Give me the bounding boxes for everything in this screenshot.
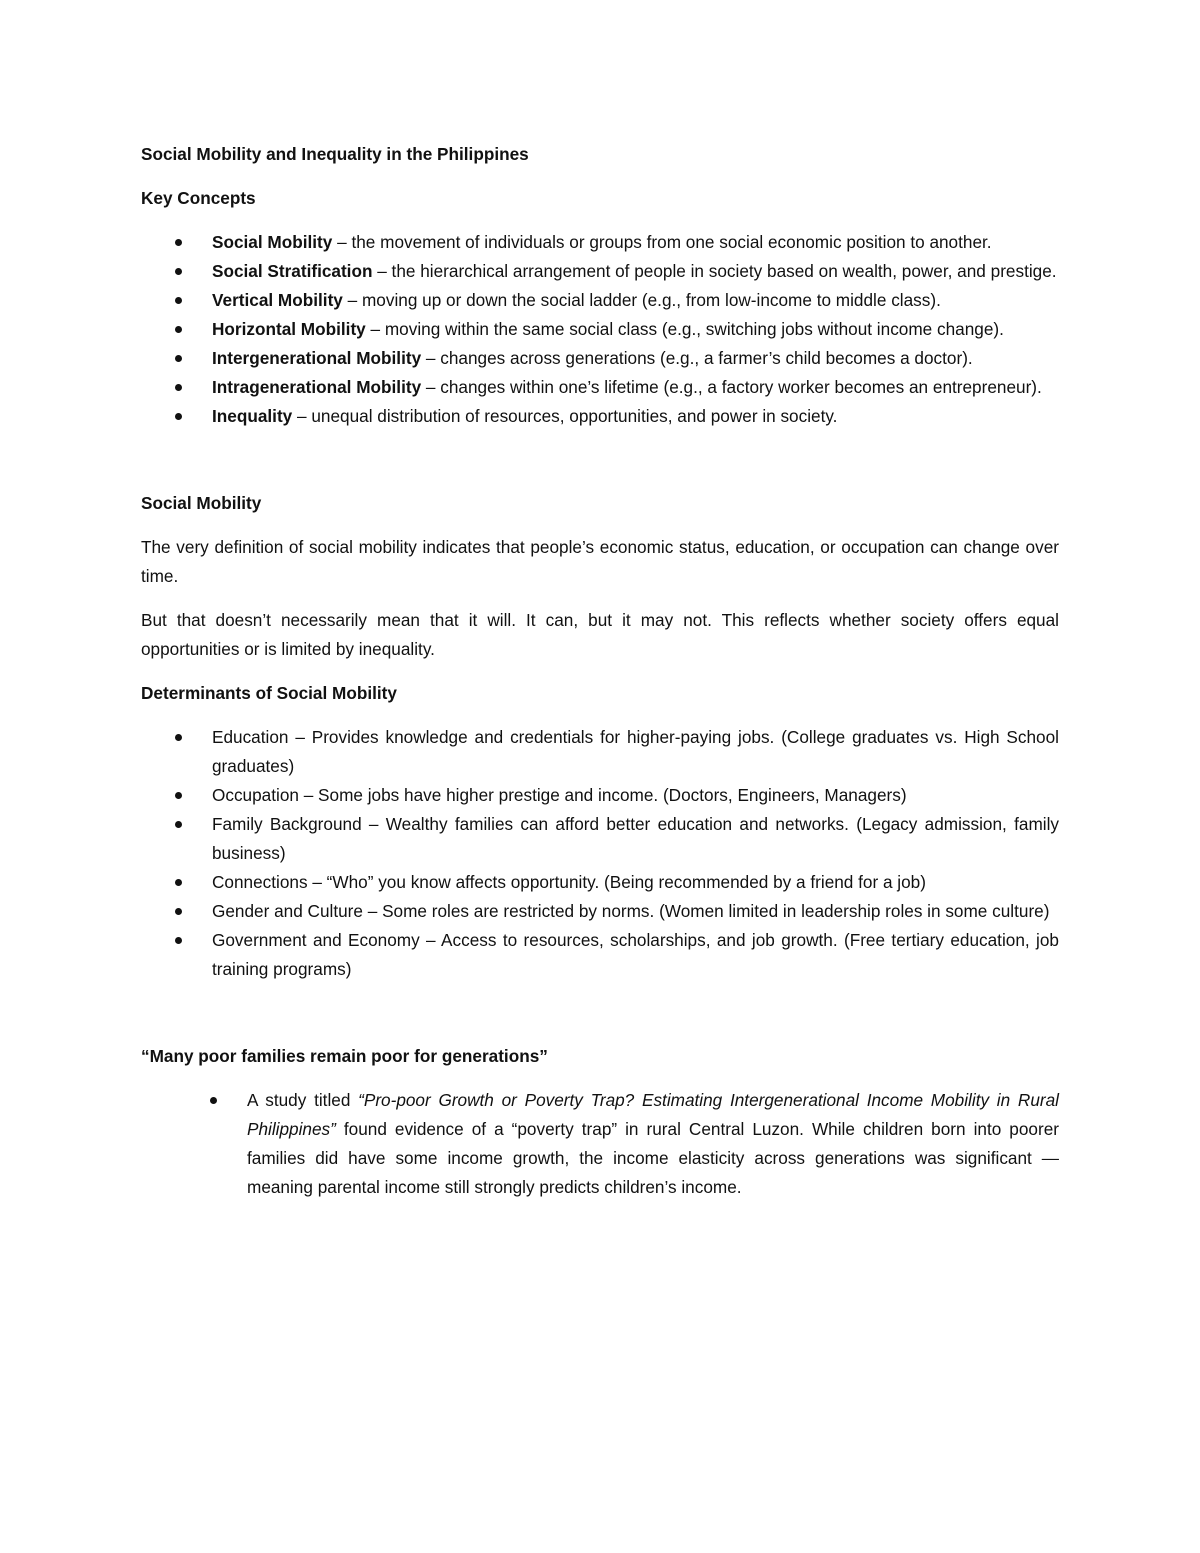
determinant-text: Occupation – Some jobs have higher prestige and income. (Doctors, Engineers, Managers) <box>212 785 907 805</box>
study-title: “Pro-poor Growth or Poverty Trap? Estimating Intergenerational Income Mobility in Rural Philippines” <box>247 1090 1059 1139</box>
paragraph: The very definition of social mobility indicates that people’s economic status, education, or occupation can change over time. <box>141 537 1059 586</box>
poverty-heading: “Many poor families remain poor for generations” <box>141 1046 548 1066</box>
study-prefix: A study titled <box>247 1090 359 1110</box>
bullet-icon <box>175 879 182 886</box>
key-concepts-list <box>141 228 1059 431</box>
social-mobility-heading: Social Mobility <box>141 493 262 513</box>
key-concepts-heading: Key Concepts <box>141 188 256 208</box>
list-item <box>141 926 1059 984</box>
concept-definition: – moving up or down the social ladder (e.g., from low-income to middle class). <box>342 290 941 310</box>
bullet-icon <box>175 239 182 246</box>
list-item <box>141 228 1059 257</box>
list-item <box>141 286 1059 315</box>
list-item <box>141 344 1059 373</box>
concept-definition: – unequal distribution of resources, opportunities, and power in society. <box>292 406 838 426</box>
document-title: Social Mobility and Inequality in the Philippines <box>141 144 529 164</box>
bullet-icon <box>175 384 182 391</box>
concept-definition: – changes across generations (e.g., a farmer’s child becomes a doctor). <box>421 348 973 368</box>
determinant-text: Family Background – Wealthy families can afford better education and networks. (Legacy admission, family business) <box>212 814 1059 863</box>
bullet-icon <box>175 792 182 799</box>
bullet-icon <box>175 268 182 275</box>
bullet-icon <box>175 937 182 944</box>
concept-term: Social Stratification <box>212 261 373 281</box>
concept-definition: – the movement of individuals or groups from one social economic position to another. <box>332 232 992 252</box>
bullet-icon <box>210 1097 217 1104</box>
bullet-icon <box>175 821 182 828</box>
list-item <box>141 315 1059 344</box>
document-content <box>141 140 1059 1202</box>
bullet-icon <box>175 355 182 362</box>
bullet-icon <box>175 326 182 333</box>
list-item <box>141 257 1059 286</box>
section-spacer <box>141 431 1059 489</box>
list-item <box>141 868 1059 897</box>
determinant-text: Education – Provides knowledge and credentials for higher-paying jobs. (College graduates vs. High School graduates) <box>212 727 1059 776</box>
concept-term: Vertical Mobility <box>212 290 343 310</box>
concept-term: Horizontal Mobility <box>212 319 366 339</box>
concept-term: Inequality <box>212 406 293 426</box>
bullet-icon <box>175 297 182 304</box>
list-item <box>141 402 1059 431</box>
list-item <box>141 781 1059 810</box>
determinants-heading: Determinants of Social Mobility <box>141 683 397 703</box>
list-item <box>141 897 1059 926</box>
determinant-text: Gender and Culture – Some roles are restricted by norms. (Women limited in leadership roles in some culture) <box>212 901 1050 921</box>
determinant-text: Connections – “Who” you know affects opportunity. (Being recommended by a friend for a job) <box>212 872 926 892</box>
section-spacer <box>141 984 1059 1042</box>
list-item <box>141 723 1059 781</box>
list-item <box>141 810 1059 868</box>
bullet-icon <box>175 413 182 420</box>
concept-definition: – changes within one’s lifetime (e.g., a factory worker becomes an entrepreneur). <box>421 377 1042 397</box>
bullet-icon <box>175 734 182 741</box>
poverty-list <box>141 1086 1059 1202</box>
concept-term: Intragenerational Mobility <box>212 377 422 397</box>
concept-term: Social Mobility <box>212 232 333 252</box>
determinant-text: Government and Economy – Access to resources, scholarships, and job growth. (Free tertiary education, job training programs) <box>212 930 1059 979</box>
concept-term: Intergenerational Mobility <box>212 348 422 368</box>
concept-definition: – moving within the same social class (e.g., switching jobs without income change). <box>365 319 1004 339</box>
concept-definition: – the hierarchical arrangement of people in society based on wealth, power, and prestige. <box>372 261 1057 281</box>
paragraph: But that doesn’t necessarily mean that it will. It can, but it may not. This reflects whether society offers equal opportunities or is limited by inequality. <box>141 610 1059 659</box>
list-item <box>141 1086 1059 1202</box>
determinants-list <box>141 723 1059 984</box>
list-item <box>141 373 1059 402</box>
study-finding: found evidence of a “poverty trap” in rural Central Luzon. While children born into poorer families did have some income growth, the income elasticity across generations was significant — meaning parental income still strongly predicts children’s income. <box>247 1119 1059 1197</box>
bullet-icon <box>175 908 182 915</box>
